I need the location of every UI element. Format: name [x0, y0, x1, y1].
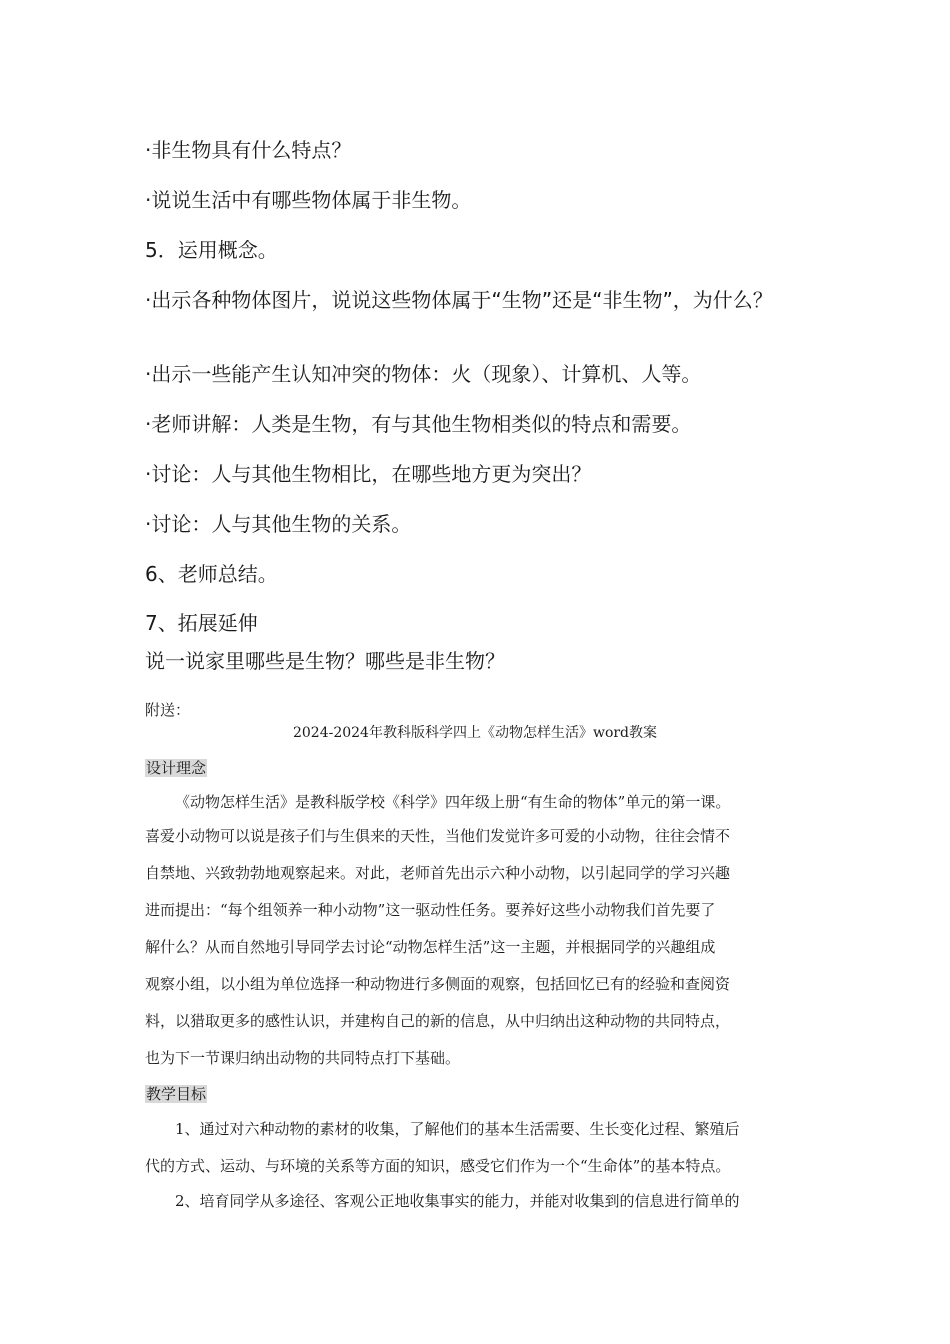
design-paragraph-line: 喜爱小动物可以说是孩子们与生俱来的天性，当他们发觉许多可爱的小动物，往往会情不: [145, 827, 731, 845]
design-paragraph-line: 自禁地、兴致勃勃地观察起来。对此，老师首先出示六种小动物，以引起同学的学习兴趣: [145, 864, 731, 882]
question-nonliving-traits: ·非生物具有什么特点？: [145, 138, 352, 162]
step-5-heading: 5．运用概念。: [145, 238, 278, 262]
design-paragraph-line: 也为下一节课归纳出动物的共同特点打下基础。: [145, 1049, 461, 1067]
step-7-heading: 7、拓展延伸: [145, 611, 258, 635]
section-goals-heading-text: 教学目标: [146, 1085, 207, 1103]
goal-line: 代的方式、运动、与环境的关系等方面的知识，感受它们作为一个“生命体”的基本特点。: [145, 1157, 731, 1175]
discussion-human-prominent: ·讨论：人与其他生物相比，在哪些地方更为突出？: [145, 462, 592, 486]
design-paragraph-line: 《动物怎样生活》是教科版学校《科学》四年级上册“有生命的物体”单元的第一课。: [175, 793, 731, 811]
appendix-title: 2024-2024年教科版科学四上《动物怎样生活》word教案: [292, 725, 658, 741]
design-paragraph-line: 观察小组，以小组为单位选择一种动物进行多侧面的观察，包括回忆已有的经验和查阅资: [145, 975, 731, 993]
teacher-explanation: ·老师讲解：人类是生物，有与其他生物相类似的特点和需要。: [145, 412, 692, 436]
section-design-heading: [145, 757, 207, 779]
extension-question: 说一说家里哪些是生物？哪些是非生物？: [145, 649, 505, 673]
activity-cognitive-conflict: ·出示一些能产生认知冲突的物体：火（现象）、计算机、人等。: [145, 362, 702, 386]
design-paragraph-line: 料，以猎取更多的感性认识，并建构自己的新的信息，从中归纳出这种动物的共同特点，: [145, 1012, 731, 1030]
design-paragraph-line: 解什么？从而自然地引导同学去讨论“动物怎样生活”这一主题，并根据同学的兴趣组成: [145, 938, 716, 956]
activity-show-pictures: ·出示各种物体图片，说说这些物体属于“生物”还是“非生物”，为什么？: [145, 288, 773, 312]
design-paragraph-line: 进而提出：“每个组领养一种小动物”这一驱动性任务。要养好这些小动物我们首先要了: [145, 901, 716, 919]
appendix-label: 附送：: [145, 701, 191, 719]
step-6-heading: 6、老师总结。: [145, 562, 278, 586]
goal-line: 1、通过对六种动物的素材的收集，了解他们的基本生活需要、生长变化过程、繁殖后: [175, 1120, 740, 1138]
section-goals-heading: [145, 1083, 207, 1105]
section-design-heading-text: 设计理念: [146, 759, 207, 777]
goal-line: 2、培育同学从多途径、客观公正地收集事实的能力，并能对收集到的信息进行简单的: [175, 1192, 740, 1210]
question-nonliving-examples: ·说说生活中有哪些物体属于非生物。: [145, 188, 472, 212]
discussion-human-relation: ·讨论：人与其他生物的关系。: [145, 512, 412, 536]
